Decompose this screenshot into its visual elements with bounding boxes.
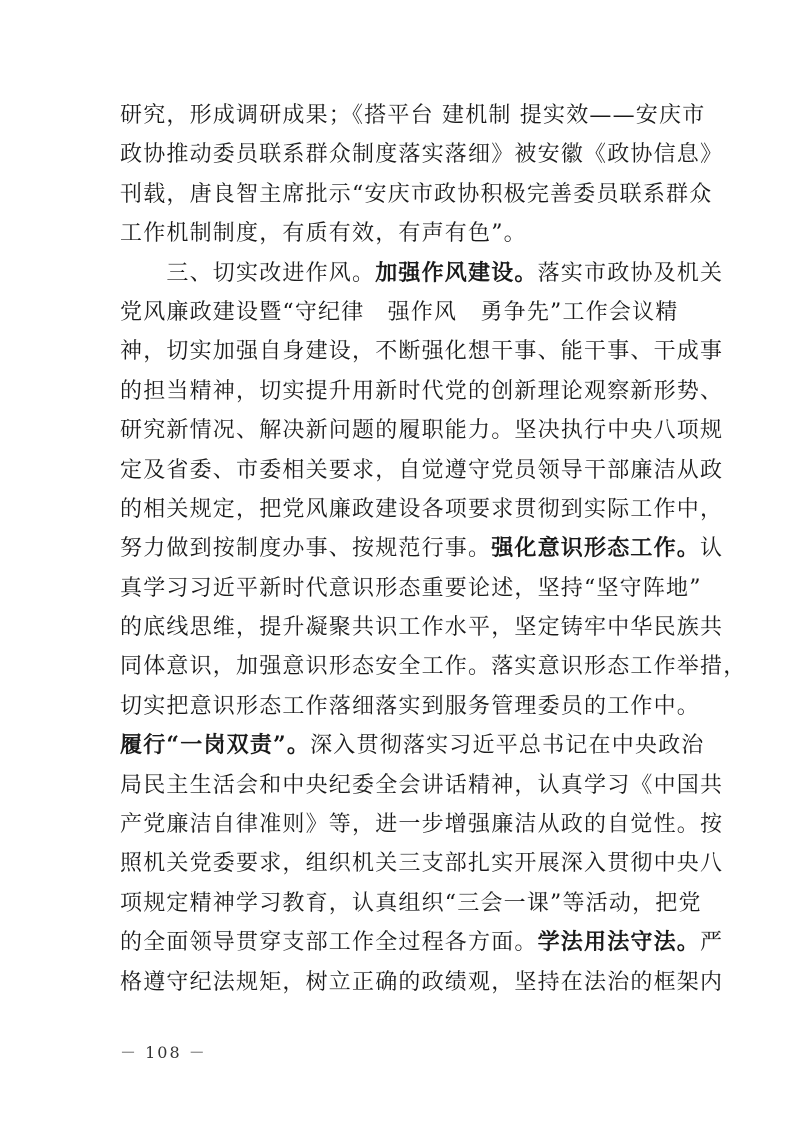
text-segment: 刊载，唐良智主席批示“安庆市政协积极完善委员联系群众 <box>120 181 713 207</box>
text-segment: 三、切实改进作风。 <box>120 260 376 286</box>
text-segment: 的底线思维，提升凝聚共识工作水平，坚定铸牢中华民族共 <box>120 615 724 641</box>
text-segment: 神，切实加强自身建设，不断强化想干事、能干事、干成事 <box>120 339 724 365</box>
text-segment: 努力做到按制度办事、按规范行事。 <box>120 536 492 562</box>
text-segment: 政协推动委员联系群众制度落实落细》被安徽《政协信息》 <box>120 142 724 168</box>
text-line <box>120 411 724 450</box>
text-segment: 同体意识，加强意识形态安全工作。落实意识形态工作举措， <box>120 654 747 680</box>
text-segment: 照机关党委要求，组织机关三支部扎实开展深入贯彻中央八 <box>120 851 724 877</box>
bold-heading-segment: 履行“一岗双责”。 <box>120 732 311 759</box>
text-line <box>120 451 724 490</box>
text-segment: 产党廉洁自律准则》等，进一步增强廉洁从政的自觉性。按 <box>120 812 724 838</box>
text-segment: 局民主生活会和中央纪委全会讲话精神，认真学习《中国共 <box>120 772 724 798</box>
text-line <box>120 293 680 332</box>
text-segment: 落实市政协及机关 <box>537 260 724 286</box>
text-segment: 研究，形成调研成果；《搭平台 建机制 提实效——安庆市 <box>120 103 706 128</box>
text-segment: 切实把意识形态工作落细落实到服务管理委员的工作中。 <box>120 693 701 719</box>
text-line <box>120 529 724 568</box>
text-segment: 工作机制制度，有质有效，有声有色”。 <box>120 221 527 247</box>
page-number: － 108 － <box>120 1043 207 1062</box>
text-line <box>120 175 713 214</box>
text-line <box>120 490 724 529</box>
text-segment: 真学习习近平新时代意识形态重要论述，坚持“坚守阵地” <box>120 575 702 601</box>
text-segment: 研究新情况、解决新问题的履职能力。坚决执行中央八项规 <box>120 418 724 444</box>
text-segment: 深入贯彻落实习近平总书记在中央政治 <box>310 733 705 759</box>
text-segment: 的担当精神，切实提升用新时代党的创新理论观察新形势、 <box>120 378 724 404</box>
text-line <box>120 647 747 686</box>
text-segment: 严 <box>700 930 724 956</box>
text-segment: 定及省委、市委相关要求，自觉遵守党员领导干部廉洁从政 <box>120 457 724 483</box>
text-line <box>120 963 724 1002</box>
text-segment: 认 <box>700 536 724 562</box>
text-line <box>120 96 706 135</box>
text-line <box>120 254 724 293</box>
text-line <box>120 608 724 647</box>
text-line <box>120 805 724 844</box>
text-line <box>120 214 680 253</box>
text-line <box>120 135 724 174</box>
text-line <box>120 766 724 805</box>
text-line <box>120 687 701 726</box>
bold-heading-segment: 强化意识形态工作。 <box>491 535 701 562</box>
text-line <box>120 569 702 608</box>
text-line <box>120 372 724 411</box>
text-segment: 的全面领导贯穿支部工作全过程各方面。 <box>120 930 538 956</box>
text-segment: 的相关规定，把党风廉政建设各项要求贯彻到实际工作中， <box>120 496 724 522</box>
text-line <box>120 923 724 962</box>
bold-heading-segment: 加强作风建设。 <box>375 259 538 286</box>
text-line <box>120 884 702 923</box>
text-segment: 党风廉政建设暨“守纪律 强作风 勇争先”工作会议精 <box>120 299 679 325</box>
text-segment: 格遵守纪法规矩，树立正确的政绩观，坚持在法治的框架内 <box>120 969 724 995</box>
text-line <box>120 332 724 371</box>
text-line <box>120 726 705 765</box>
text-segment: 项规定精神学习教育，认真组织“三会一课”等活动，把党 <box>120 890 702 916</box>
bold-heading-segment: 学法用法守法。 <box>537 929 701 956</box>
document-body <box>120 96 747 1002</box>
text-line <box>120 844 724 883</box>
